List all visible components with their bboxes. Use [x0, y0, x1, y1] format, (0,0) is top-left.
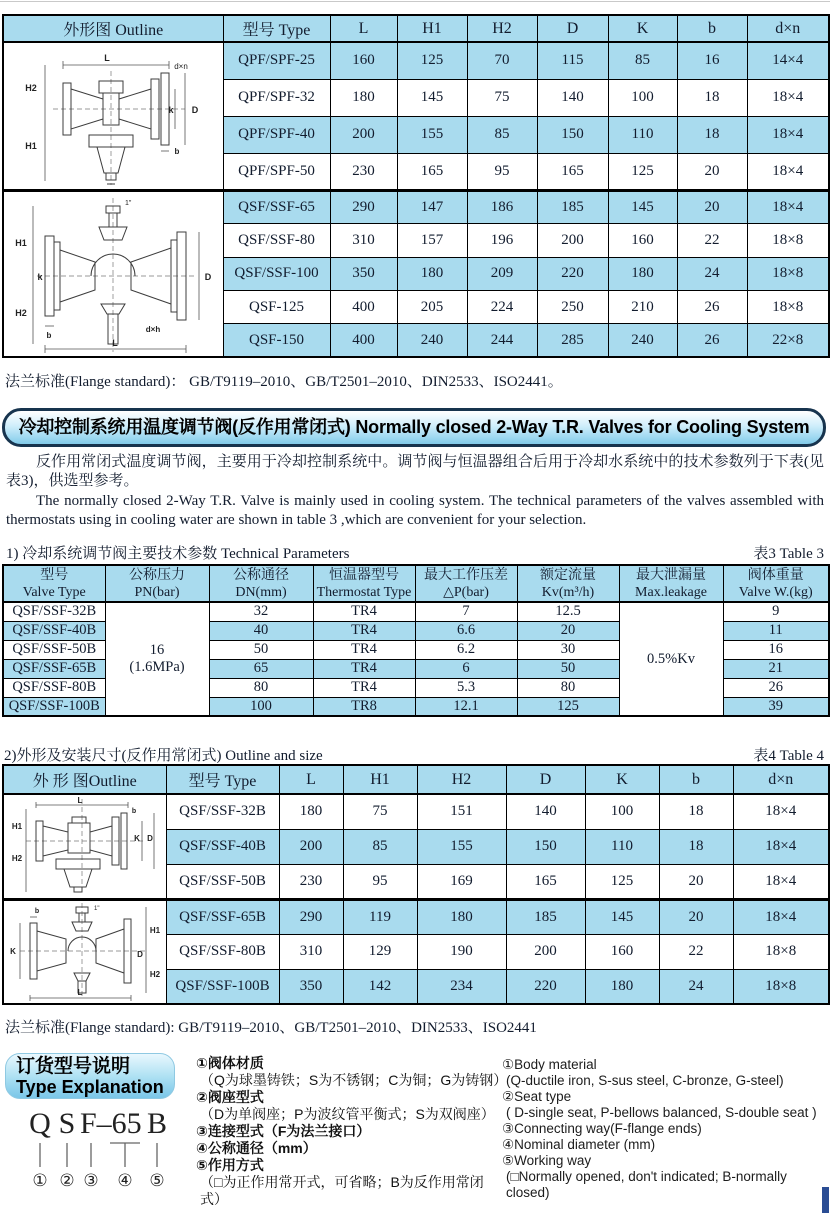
cell: 30: [517, 640, 619, 659]
header-cell: H2: [467, 15, 537, 42]
svg-text:L: L: [104, 53, 110, 63]
cell: 125: [608, 153, 677, 190]
code-digit-5: ⑤: [149, 1171, 165, 1190]
dimension-table-section: [2, 14, 830, 358]
header-cell: [517, 565, 619, 602]
header-cell: b: [677, 15, 747, 42]
cell: TR4: [313, 621, 415, 640]
cell: 145: [397, 79, 467, 116]
cell: 196: [467, 224, 537, 257]
cell: 100: [585, 794, 659, 829]
cell: 18×4: [733, 794, 829, 829]
type-code-diagram: [12, 1105, 187, 1205]
header-cell: d×n: [747, 15, 829, 42]
cell: 310: [330, 224, 397, 257]
cell: 160: [330, 42, 397, 79]
cell: 18×8: [733, 934, 829, 969]
cell: 21: [723, 659, 829, 678]
section1-title: 1) 冷却系统调节阀主要技术参数 Technical Parameters: [6, 546, 350, 562]
cell: 180: [585, 969, 659, 1004]
header-cell: [209, 565, 313, 602]
outline-size-table: [2, 764, 830, 1005]
dimension-table: [2, 14, 830, 358]
header-cell: L: [330, 15, 397, 42]
header-zh: 恒温器型号: [329, 567, 399, 583]
flange-standard-note-2: 法兰标准(Flange standard): GB/T9119–2010、GB/T2501–2010、DIN2533、ISO2441: [5, 1020, 537, 1036]
cell: 18×4: [733, 829, 829, 864]
cell: 22: [659, 934, 733, 969]
header-zh: 额定流量: [540, 567, 596, 583]
svg-text:L: L: [77, 796, 83, 806]
table4-tag: 表4 Table 4: [753, 748, 824, 764]
svg-text:D: D: [137, 949, 144, 959]
zh-item-head: ③连接型式（F为法兰接口）: [196, 1123, 371, 1139]
cell: 18×4: [747, 116, 829, 153]
header-en: Max.leakage: [635, 584, 707, 600]
header-zh: 最大工作压差: [424, 567, 508, 583]
cell: 350: [279, 969, 343, 1004]
cell: 50: [517, 659, 619, 678]
cell-type: QSF/SSF-65B: [166, 899, 279, 934]
cell: 18×4: [733, 864, 829, 899]
cell-type: QSF/SSF-50B: [166, 864, 279, 899]
svg-text:H2: H2: [25, 83, 38, 93]
intro-paragraph-zh: 反作用常闭式温度调节阀，主要用于冷却控制系统中。调节阀与恒温器组合后用于冷却水系统中的技术参数列于下表(见表3)，供选型参考。: [6, 454, 824, 489]
header-cell: [105, 565, 209, 602]
cell: 180: [608, 257, 677, 290]
svg-text:b: b: [132, 808, 137, 816]
cell: 180: [330, 79, 397, 116]
code-digit-1: ①: [32, 1171, 48, 1190]
cell-type: QSF/SSF-100: [223, 257, 330, 290]
svg-text:b: b: [174, 147, 180, 156]
zh-item-head: ⑤作用方式: [196, 1157, 264, 1173]
cell: 18×8: [733, 969, 829, 1004]
cell: 39: [723, 697, 829, 716]
cell: 75: [343, 794, 417, 829]
zh-item-sub: （D为单阀座；P为波纹管平衡式；S为双阀座）: [200, 1106, 495, 1122]
cell: 220: [537, 257, 608, 290]
svg-text:b: b: [46, 331, 52, 340]
cell: 18: [659, 794, 733, 829]
cell: 85: [343, 829, 417, 864]
cell: 224: [467, 290, 537, 323]
cell: 210: [608, 290, 677, 323]
cell: 11: [723, 621, 829, 640]
header-cell: K: [608, 15, 677, 42]
cell-type: QSF/SSF-80: [223, 224, 330, 257]
zh-item-sub: （□为正作用常开式，可省略；B为反作用常闭式）: [200, 1174, 484, 1207]
technical-parameters-table: [2, 564, 830, 717]
outline-header-cell: 外形图 Outline: [3, 15, 223, 42]
cell: 9: [723, 602, 829, 621]
header-zh: 阀体重量: [747, 567, 804, 583]
cell: TR8: [313, 697, 415, 716]
cell: 5.3: [415, 678, 517, 697]
cell-type: QSF/SSF-100B: [3, 697, 105, 716]
cell-type: QSF/SSF-80B: [3, 678, 105, 697]
table-row: [3, 602, 829, 621]
cell: 145: [585, 899, 659, 934]
header-en: DN(mm): [235, 584, 287, 600]
valve-diagram-flanged-small: [7, 43, 219, 189]
cell: 20: [517, 621, 619, 640]
svg-text:D: D: [205, 272, 212, 282]
cell: 180: [279, 794, 343, 829]
cell: 26: [723, 678, 829, 697]
cell: 110: [585, 829, 659, 864]
cell-type: QSF/SSF-65B: [3, 659, 105, 678]
cell-type: QSF/SSF-32B: [166, 794, 279, 829]
cell: 151: [417, 794, 506, 829]
svg-text:D: D: [147, 834, 154, 844]
svg-text:H1: H1: [12, 822, 23, 832]
svg-text:H2: H2: [150, 969, 161, 979]
cell: 250: [537, 290, 608, 323]
cell-pn-merged: [105, 602, 209, 716]
cell: 125: [585, 864, 659, 899]
cell: 290: [279, 899, 343, 934]
header-zh: 公称通径: [233, 567, 289, 583]
cell: 147: [397, 191, 467, 224]
zh-item-head: ④公称通径（mm）: [196, 1140, 317, 1156]
cell: 125: [517, 697, 619, 716]
cell: 129: [343, 934, 417, 969]
cell-type: QSF-125: [223, 290, 330, 323]
header-cell: [723, 565, 829, 602]
cell: 65: [209, 659, 313, 678]
cell: 16: [723, 640, 829, 659]
zh-item-sub: （Q为球墨铸铁；S为不锈钢；C为铜；G为铸钢）: [200, 1072, 508, 1088]
code-digit-3: ③: [83, 1171, 99, 1190]
cell: 234: [417, 969, 506, 1004]
cell: 200: [330, 116, 397, 153]
header-cell: H1: [397, 15, 467, 42]
header-en: Thermostat Type: [316, 584, 412, 600]
svg-text:k: k: [168, 105, 174, 115]
cell-type: QSF/SSF-40B: [3, 621, 105, 640]
cell-type: QPF/SPF-25: [223, 42, 330, 79]
valve-outline-drawing-a: [3, 42, 223, 191]
valve-diagram-large-b: [6, 901, 163, 1003]
cell: 240: [608, 324, 677, 357]
zh-item-head: ①阀体材质: [196, 1055, 264, 1071]
cell: 6.6: [415, 621, 517, 640]
cell: 230: [279, 864, 343, 899]
en-item-head: ⑤Working way: [502, 1153, 592, 1168]
cell: 80: [209, 678, 313, 697]
svg-text:K: K: [134, 834, 141, 844]
cell: 100: [608, 79, 677, 116]
svg-text:D: D: [192, 105, 199, 115]
cell: 12.5: [517, 602, 619, 621]
cell: 140: [537, 79, 608, 116]
cell: 145: [608, 191, 677, 224]
cell: 6.2: [415, 640, 517, 659]
header-cell: b: [659, 765, 733, 794]
type-explanation-title-en: Type Explanation: [16, 1077, 164, 1097]
header-cell: H1: [343, 765, 417, 794]
cell: 18: [677, 79, 747, 116]
cell: 200: [537, 224, 608, 257]
section1-heading-row: [6, 542, 824, 563]
cell: TR4: [313, 678, 415, 697]
cell: 165: [537, 153, 608, 190]
cell: 230: [330, 153, 397, 190]
valve-outline-drawing-b: [3, 191, 223, 358]
svg-text:H2: H2: [15, 308, 28, 318]
header-en: △P(bar): [443, 584, 489, 600]
cell: TR4: [313, 602, 415, 621]
header-cell: 型号 Type: [166, 765, 279, 794]
svg-text:d×n: d×n: [174, 62, 189, 71]
header-cell: 型号 Type: [223, 15, 330, 42]
cell-leakage-merged: 0.5%Kv: [619, 602, 723, 716]
cell: 400: [330, 290, 397, 323]
cell: 180: [397, 257, 467, 290]
section-banner: 冷却控制系统用温度调节阀(反作用常闭式) Normally closed 2-Way T.R. Valves for Cooling System: [2, 408, 826, 447]
type-explanation-list-zh: [196, 1055, 508, 1208]
table3-tag: 表3 Table 3: [753, 546, 824, 562]
technical-parameters-section: [2, 564, 830, 717]
cell: 95: [467, 153, 537, 190]
cell: 157: [397, 224, 467, 257]
header-cell: [619, 565, 723, 602]
cell: 290: [330, 191, 397, 224]
cell: 20: [677, 153, 747, 190]
cell: 20: [659, 864, 733, 899]
en-item-sub: (Q-ductile iron, S-sus steel, C-bronze, G-steel): [506, 1073, 784, 1088]
outline-size-section: [2, 764, 830, 1005]
cell: 7: [415, 602, 517, 621]
cell: 26: [677, 324, 747, 357]
cell-type: QSF/SSF-32B: [3, 602, 105, 621]
cell: 140: [506, 794, 585, 829]
cell: 190: [417, 934, 506, 969]
cell: 95: [343, 864, 417, 899]
intro-paragraph-en: The normally closed 2-Way T.R. Valve is mainly used in cooling system. The technical parameters of the valves assembled with thermostats using in cooling water are shown in table 3 ,which are convenient for your selection.: [6, 493, 824, 528]
header-cell: H2: [417, 765, 506, 794]
cell: 14×4: [747, 42, 829, 79]
cell: 115: [537, 42, 608, 79]
svg-text:H1: H1: [25, 141, 38, 151]
cell: 160: [585, 934, 659, 969]
cell: 24: [677, 257, 747, 290]
en-item-head: ①Body material: [502, 1057, 597, 1072]
header-cell: [3, 565, 105, 602]
zh-item-head: ②阀座型式: [196, 1089, 264, 1105]
cell: 165: [506, 864, 585, 899]
header-cell: d×n: [733, 765, 829, 794]
table-row: [3, 42, 829, 79]
cell: 22×8: [747, 324, 829, 357]
valve-outline-drawing-c: [3, 794, 166, 899]
cell: 205: [397, 290, 467, 323]
cell: 285: [537, 324, 608, 357]
cell: 169: [417, 864, 506, 899]
cell: 350: [330, 257, 397, 290]
cell: 18×8: [747, 257, 829, 290]
cell: 18×4: [733, 899, 829, 934]
cell: 209: [467, 257, 537, 290]
table-header-row: [3, 15, 829, 42]
cell-type: QSF-150: [223, 324, 330, 357]
table-row: [3, 899, 829, 934]
cell: 80: [517, 678, 619, 697]
svg-text:1": 1": [125, 200, 132, 207]
en-item-head: ②Seat type: [502, 1089, 572, 1104]
cell: 150: [537, 116, 608, 153]
header-zh: 公称压力: [129, 567, 185, 583]
cell: 22: [677, 224, 747, 257]
table-row: [3, 794, 829, 829]
header-zh: 型号: [40, 567, 69, 583]
cell: 12.1: [415, 697, 517, 716]
cell-type: QSF/SSF-80B: [166, 934, 279, 969]
svg-text:L: L: [112, 338, 118, 348]
cell: 16: [677, 42, 747, 79]
svg-text:H1: H1: [150, 925, 161, 935]
cell-type: QPF/SPF-32: [223, 79, 330, 116]
cell: 125: [397, 42, 467, 79]
section2-title: 2)外形及安装尺寸(反作用常闭式) Outline and size: [4, 748, 323, 764]
cell: 26: [677, 290, 747, 323]
svg-text:b: b: [35, 907, 40, 915]
cell-type: QSF/SSF-65: [223, 191, 330, 224]
cell: 150: [506, 829, 585, 864]
cell: 186: [467, 191, 537, 224]
cell: 18×4: [747, 79, 829, 116]
cell: 155: [397, 116, 467, 153]
cell: 180: [417, 899, 506, 934]
header-cell: K: [585, 765, 659, 794]
header-en: Valve Type: [22, 584, 86, 600]
cell-type: QPF/SPF-40: [223, 116, 330, 153]
type-explanation-list-en: [502, 1057, 830, 1201]
header-cell: [313, 565, 415, 602]
code-letter-s: S: [58, 1107, 76, 1140]
en-item-head: ③Connecting way(F-flange ends): [502, 1121, 702, 1136]
svg-text:H1: H1: [15, 238, 28, 248]
type-explanation-box: [5, 1053, 175, 1099]
cell-type: QSF/SSF-100B: [166, 969, 279, 1004]
cell-type: QPF/SPF-50: [223, 153, 330, 190]
table-row: [3, 191, 829, 224]
table-header-row: [3, 565, 829, 602]
svg-text:H2: H2: [12, 854, 23, 864]
cell-type: QSF/SSF-40B: [166, 829, 279, 864]
cell: 185: [506, 899, 585, 934]
cell: 244: [467, 324, 537, 357]
cell: 142: [343, 969, 417, 1004]
cell: TR4: [313, 659, 415, 678]
code-letter-f65: F–65: [80, 1107, 142, 1140]
cell: 110: [608, 116, 677, 153]
table-header-row: [3, 765, 829, 794]
header-en: Valve W.(kg): [738, 584, 813, 600]
type-explanation-title-zh: 订货型号说明: [16, 1056, 131, 1077]
cell: 6: [415, 659, 517, 678]
pn-value-mpa: (1.6MPa): [129, 659, 185, 675]
page-corner-tab: [822, 1187, 829, 1213]
cell: 32: [209, 602, 313, 621]
cell: 400: [330, 324, 397, 357]
header-cell: [415, 565, 517, 602]
svg-text:1": 1": [94, 905, 100, 912]
flange-standard-note-1: 法兰标准(Flange standard)： GB/T9119–2010、GB/T2501–2010、DIN2533、ISO2441。: [5, 374, 563, 390]
cell: 18: [659, 829, 733, 864]
cell-type: QSF/SSF-50B: [3, 640, 105, 659]
cell: 18×4: [747, 191, 829, 224]
page-top-rule: [0, 1, 830, 2]
cell: 100: [209, 697, 313, 716]
cell: 160: [608, 224, 677, 257]
svg-text:k: k: [37, 272, 43, 282]
cell: 24: [659, 969, 733, 1004]
cell: 200: [506, 934, 585, 969]
header-cell: D: [537, 15, 608, 42]
cell: 155: [417, 829, 506, 864]
header-en: Kv(m³/h): [541, 584, 595, 600]
cell: 310: [279, 934, 343, 969]
svg-text:d×h: d×h: [146, 325, 161, 334]
code-letter-b: B: [146, 1107, 168, 1140]
cell: 18×4: [747, 153, 829, 190]
en-item-sub: (□Normally opened, don't indicated; B-normally closed): [506, 1169, 787, 1200]
pn-value: 16: [149, 642, 165, 658]
cell: 240: [397, 324, 467, 357]
cell: 40: [209, 621, 313, 640]
code-letter-q: Q: [29, 1107, 51, 1140]
header-cell: D: [506, 765, 585, 794]
cell: 18: [677, 116, 747, 153]
section2-heading-row: [4, 744, 824, 765]
valve-outline-drawing-d: [3, 899, 166, 1004]
code-digit-2: ②: [59, 1171, 75, 1190]
cell: 70: [467, 42, 537, 79]
svg-text:K: K: [10, 946, 17, 956]
outline-header-cell: 外 形 图Outline: [3, 765, 166, 794]
cell: 75: [467, 79, 537, 116]
cell: 50: [209, 640, 313, 659]
cell: 20: [677, 191, 747, 224]
svg-text:L: L: [77, 987, 83, 997]
en-item-head: ④Nominal diameter (mm): [502, 1137, 656, 1152]
cell: 18×8: [747, 290, 829, 323]
en-item-sub: ( D-single seat, P-bellows balanced, S-double seat ): [506, 1105, 817, 1120]
cell: 85: [608, 42, 677, 79]
valve-diagram-small-b: [6, 795, 163, 897]
code-digit-4: ④: [117, 1171, 133, 1190]
header-zh: 最大泄漏量: [636, 567, 706, 583]
header-cell: L: [279, 765, 343, 794]
cell: 18×8: [747, 224, 829, 257]
valve-diagram-flanged-large: [7, 192, 219, 356]
cell: TR4: [313, 640, 415, 659]
cell: 185: [537, 191, 608, 224]
cell: 119: [343, 899, 417, 934]
cell: 85: [467, 116, 537, 153]
cell: 20: [659, 899, 733, 934]
cell: 200: [279, 829, 343, 864]
cell: 165: [397, 153, 467, 190]
cell: 220: [506, 969, 585, 1004]
header-en: PN(bar): [134, 584, 180, 600]
